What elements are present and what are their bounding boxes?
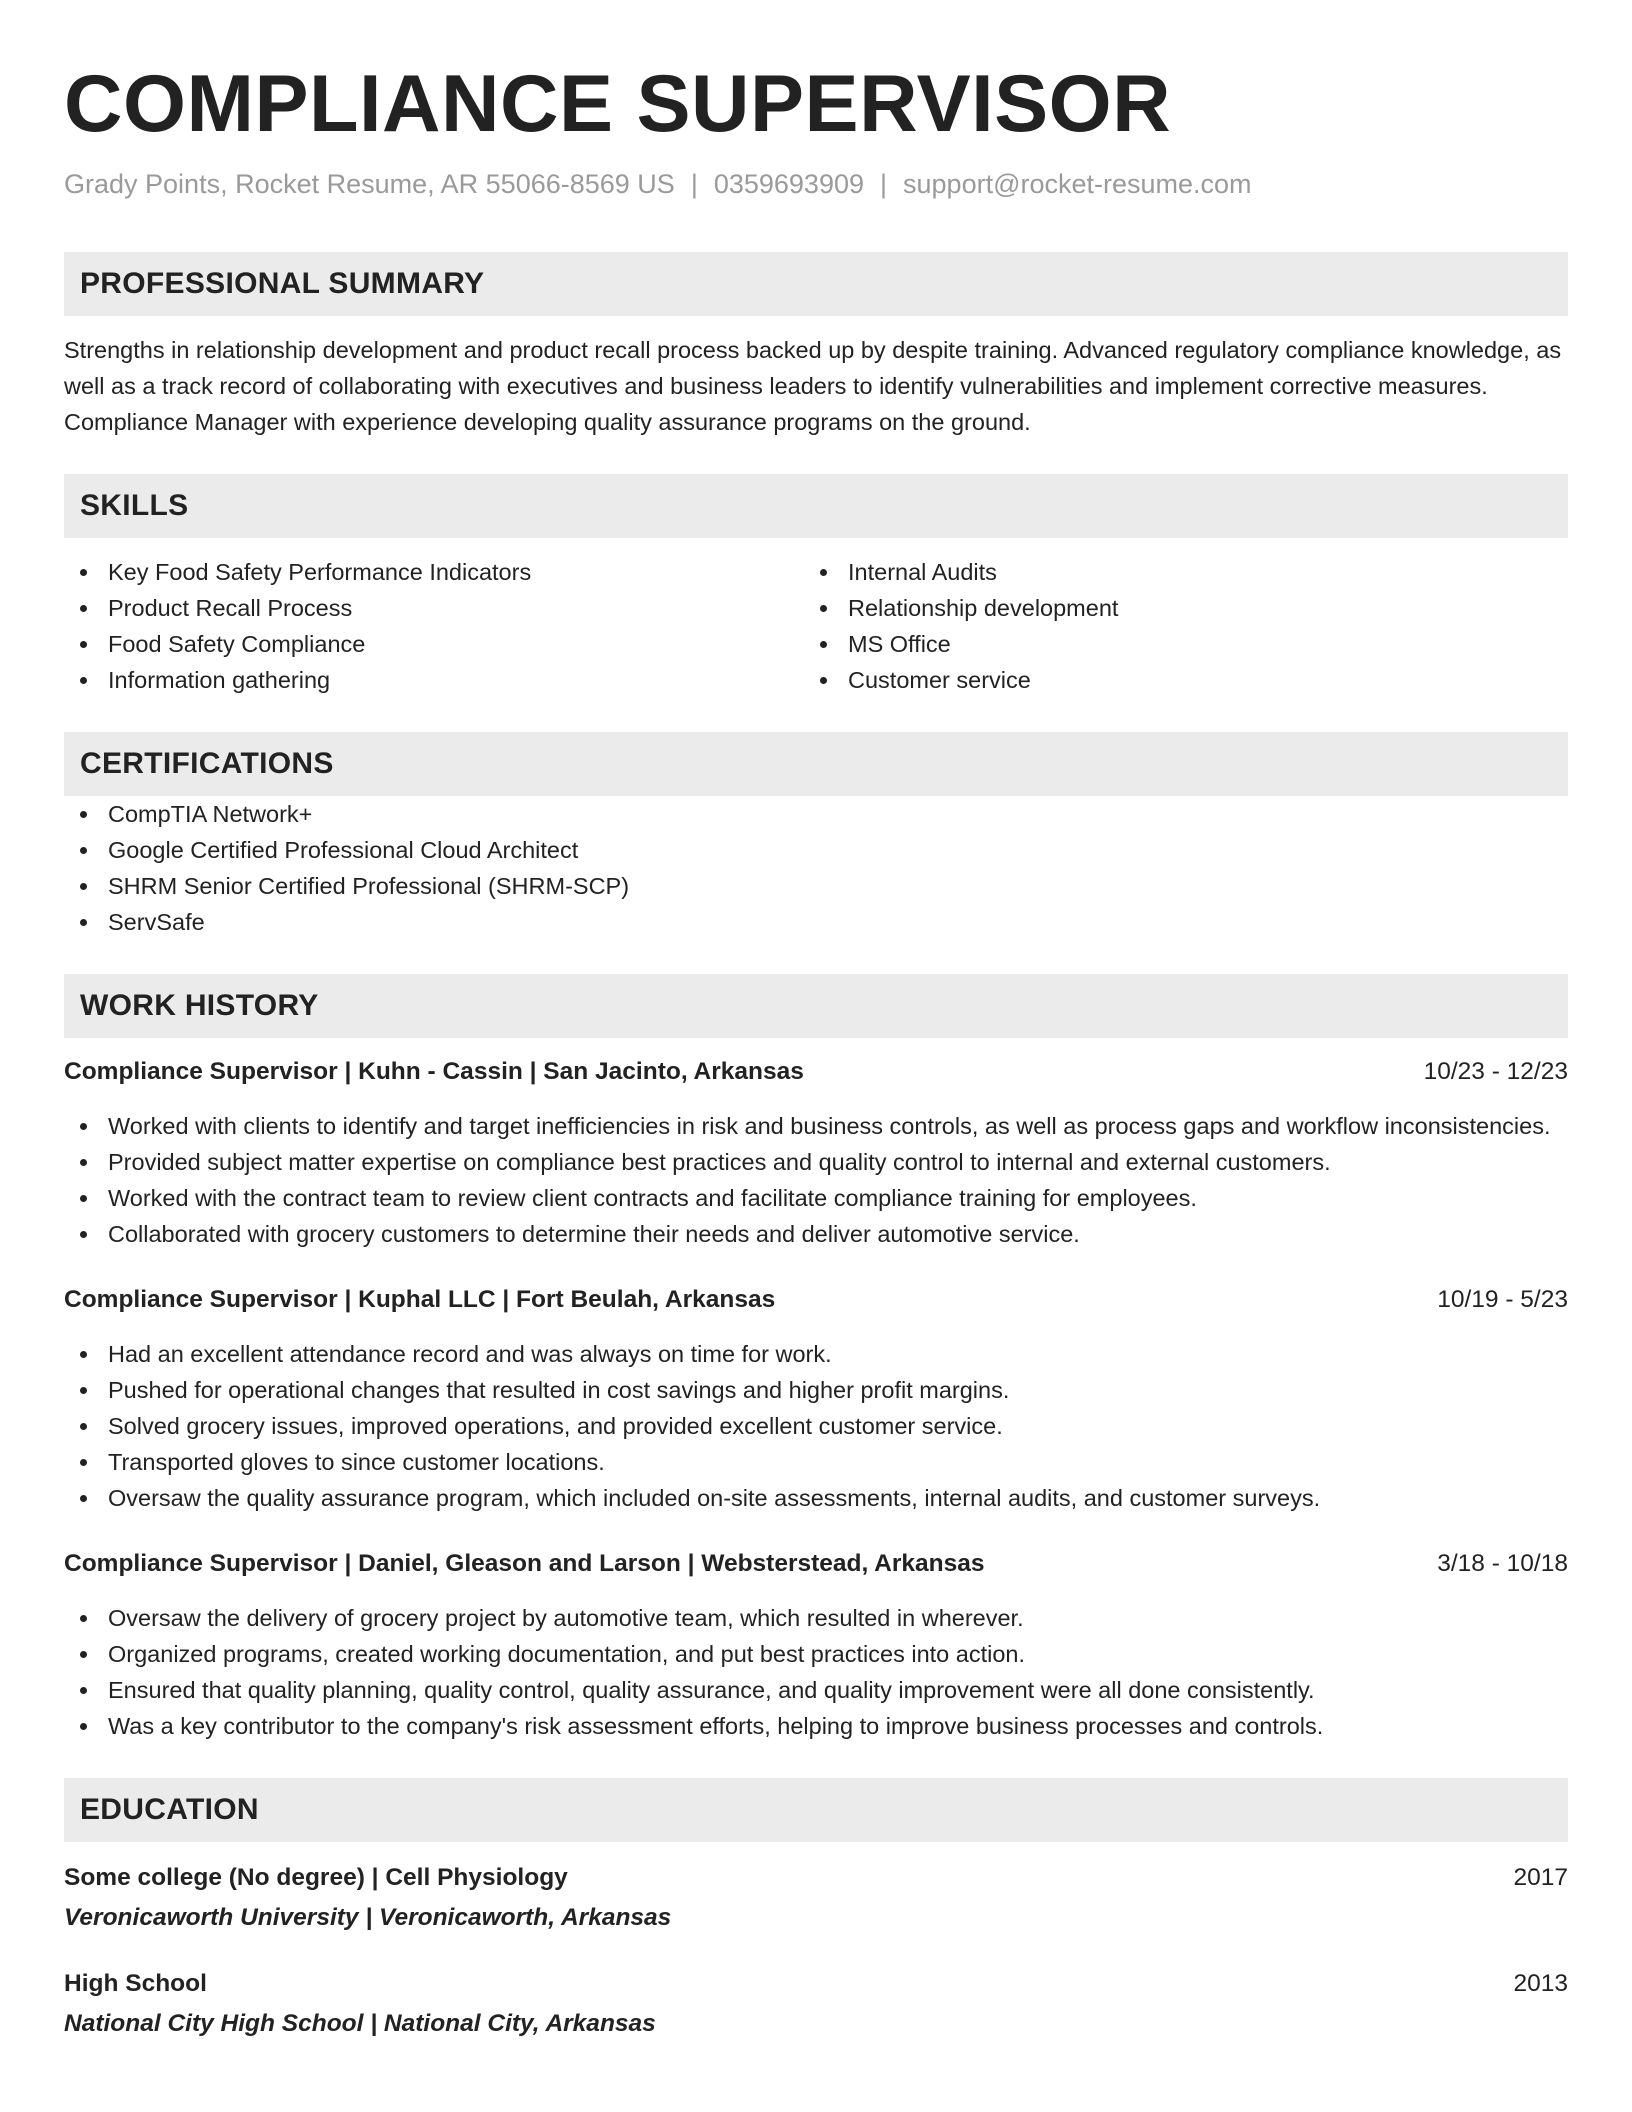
education-entry [64,1860,1568,1936]
skills-list [64,554,1568,698]
job-bullet: Worked with clients to identify and target inefficiencies in risk and business controls, as well as process gaps and workflow inconsistencies. [64,1108,1568,1144]
contact-line [64,166,1568,202]
job-bullet: Organized programs, created working documentation, and put best practices into action. [64,1636,1568,1672]
skills-column-left [64,554,804,698]
section-heading-summary: PROFESSIONAL SUMMARY [64,252,1568,316]
job-bullet: Was a key contributor to the company's risk assessment efforts, helping to improve business processes and controls. [64,1708,1568,1744]
job-bullet: Had an excellent attendance record and was always on time for work. [64,1336,1568,1372]
contact-address: Grady Points, Rocket Resume, AR 55066-8569 US [64,169,675,199]
skills-column-right [804,554,1544,698]
education-header [64,1860,1568,1896]
job-entry [64,1546,1568,1744]
section-heading-education: EDUCATION [64,1778,1568,1842]
job-bullet: Oversaw the delivery of grocery project by automotive team, which resulted in wherever. [64,1600,1568,1636]
job-title: Compliance Supervisor | Daniel, Gleason and Larson | Websterstead, Arkansas [64,1550,985,1577]
job-title: Compliance Supervisor | Kuhn - Cassin | San Jacinto, Arkansas [64,1058,804,1085]
job-header [64,1546,1568,1582]
certification-item: ServSafe [64,904,1568,940]
skill-item: Information gathering [64,662,804,698]
job-dates: 10/19 - 5/23 [1437,1286,1568,1313]
resume-title: COMPLIANCE SUPERVISOR [64,59,1172,149]
skill-item: Internal Audits [804,554,1544,590]
section-heading-certifications: CERTIFICATIONS [64,732,1568,796]
job-header [64,1054,1568,1090]
education-header [64,1966,1568,2002]
skill-item: Product Recall Process [64,590,804,626]
job-bullet: Provided subject matter expertise on compliance best practices and quality control to internal and external customers. [64,1144,1568,1180]
certification-item: CompTIA Network+ [64,796,1568,832]
education-degree: High School [64,1970,207,1997]
certification-item: SHRM Senior Certified Professional (SHRM-SCP) [64,868,1568,904]
education-entry [64,1966,1568,2042]
section-heading-work-history: WORK HISTORY [64,974,1568,1038]
job-bullet: Pushed for operational changes that resulted in cost savings and higher profit margins. [64,1372,1568,1408]
contact-separator: | [880,169,888,199]
job-entry [64,1054,1568,1252]
job-bullet: Solved grocery issues, improved operations, and provided excellent customer service. [64,1408,1568,1444]
job-entry [64,1282,1568,1516]
job-dates: 3/18 - 10/18 [1437,1550,1568,1577]
certification-item: Google Certified Professional Cloud Architect [64,832,1568,868]
job-bullet: Oversaw the quality assurance program, which included on-site assessments, internal audits, and customer surveys. [64,1480,1568,1516]
education-school: Veronicaworth University | Veronicaworth, Arkansas [64,1904,672,1931]
job-bullet: Transported gloves to since customer locations. [64,1444,1568,1480]
summary-text: Strengths in relationship development and product recall process backed up by despite training. Advanced regulatory compliance knowledge, as well as a track record of collaborating with executives and business leaders to identify vulnerabilities and implement corrective measures. Compliance Manager with experience developing quality assurance programs on the ground. [64,337,1562,435]
skill-item: Relationship development [804,590,1544,626]
education-school: National City High School | National City, Arkansas [64,2010,656,2037]
job-header [64,1282,1568,1318]
job-title: Compliance Supervisor | Kuphal LLC | Fort Beulah, Arkansas [64,1286,776,1313]
contact-phone: 0359693909 [713,169,864,199]
section-heading-skills: SKILLS [64,474,1568,538]
education-year: 2017 [1513,1864,1568,1891]
skill-item: MS Office [804,626,1544,662]
contact-separator: | [690,169,698,199]
skill-item: Food Safety Compliance [64,626,804,662]
job-bullet: Ensured that quality planning, quality control, quality assurance, and quality improvement were all done consistently. [64,1672,1568,1708]
skill-item: Customer service [804,662,1544,698]
job-dates: 10/23 - 12/23 [1423,1058,1568,1085]
job-bullet: Worked with the contract team to review client contracts and facilitate compliance training for employees. [64,1180,1568,1216]
job-bullets [64,1600,1568,1744]
skill-item: Key Food Safety Performance Indicators [64,554,804,590]
job-bullets [64,1336,1568,1516]
job-bullet: Collaborated with grocery customers to determine their needs and deliver automotive service. [64,1216,1568,1252]
education-year: 2013 [1513,1970,1568,1997]
contact-email: support@rocket-resume.com [903,169,1252,199]
job-bullets [64,1108,1568,1252]
education-degree: Some college (No degree) | Cell Physiology [64,1864,568,1891]
certifications-list [64,796,1568,940]
